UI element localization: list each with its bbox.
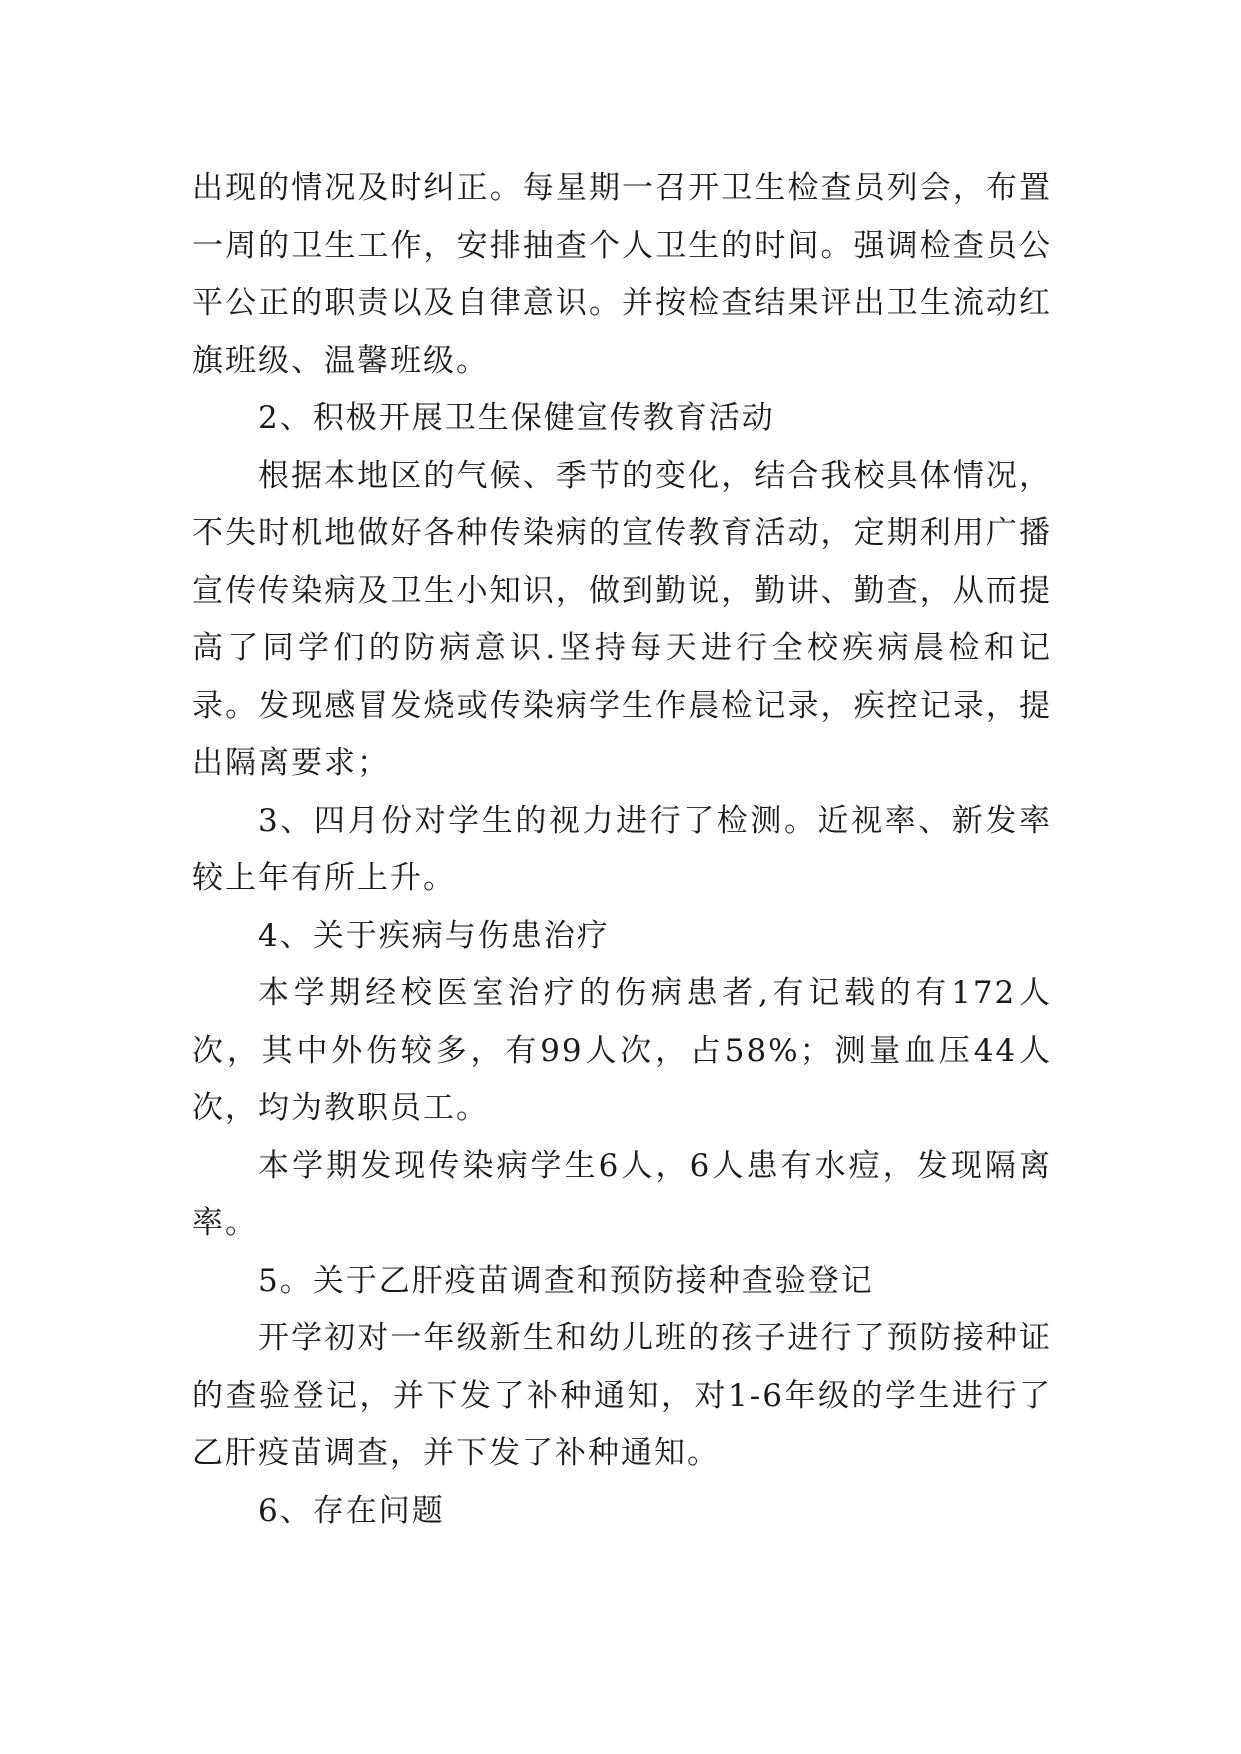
heading-vaccination: 5。关于乙肝疫苗调查和预防接种查验登记 bbox=[258, 1262, 874, 1299]
paragraph-vision-test: 3、四月份对学生的视力进行了检测。近视率、新发率较上年有所上升。 bbox=[192, 802, 1052, 896]
heading-disease-treatment: 4、关于疾病与伤患治疗 bbox=[258, 917, 610, 954]
paragraph-disease-prevention: 根据本地区的气候、季节的变化，结合我校具体情况，不失时机地做好各种传染病的宣传教育活动，定期利用广播宣传传染病及卫生小知识，做到勤说，勤讲、勤查，从而提高了同学们的防病意识.坚持每天进行全校疾病晨检和记录。发现感冒发烧或传染病学生作晨检记录，疾控记录，提出隔离要求； bbox=[192, 457, 1052, 781]
paragraph-vaccination: 开学初对一年级新生和幼儿班的孩子进行了预防接种证的查验登记，并下发了补种通知，对1-6年级的学生进行了乙肝疫苗调查，并下发了补种通知。 bbox=[192, 1320, 1052, 1471]
paragraph-hygiene-inspection: 出现的情况及时纠正。每星期一召开卫生检查员列会，布置一周的卫生工作，安排抽查个人卫生的时间。强调检查员公平公正的职责以及自律意识。并按检查结果评出卫生流动红旗班级、温馨班级。 bbox=[192, 170, 1052, 379]
heading-problems: 6、存在问题 bbox=[258, 1492, 445, 1529]
heading-health-education: 2、积极开展卫生保健宣传教育活动 bbox=[258, 400, 775, 436]
paragraph-infectious-cases: 本学期发现传染病学生6人，6人患有水痘，发现隔离率。 bbox=[192, 1147, 1052, 1241]
document-body bbox=[192, 160, 1052, 1540]
paragraph-treatment-stats: 本学期经校医室治疗的伤病患者,有记载的有172人次，其中外伤较多，有99人次，占58%；测量血压44人次，均为教职员工。 bbox=[192, 975, 1052, 1126]
